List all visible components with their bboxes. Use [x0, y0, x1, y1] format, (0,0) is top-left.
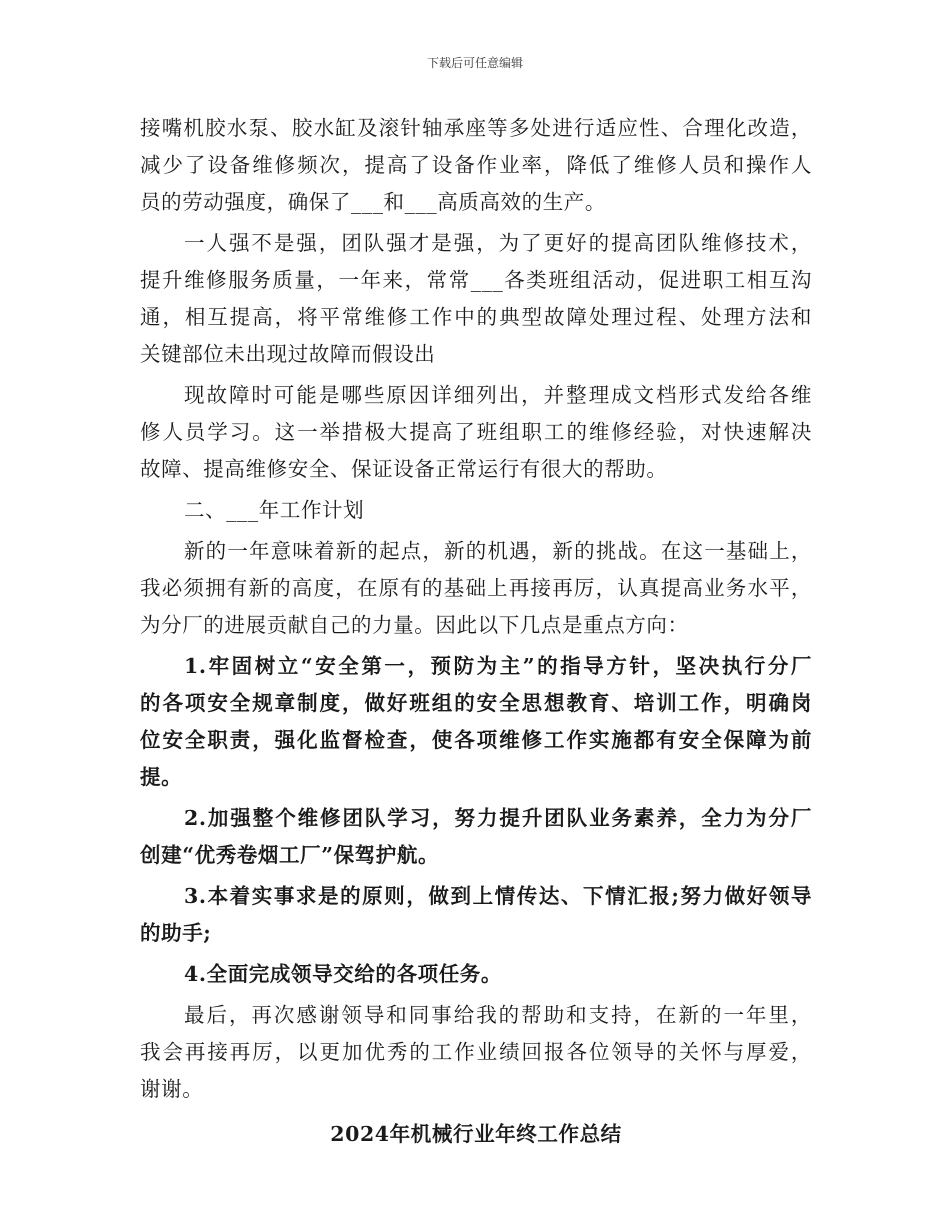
text-line: 新的一年意味着新的起点，新的机遇，新的挑战。在这一基础上，	[184, 539, 812, 563]
paragraph	[140, 225, 812, 373]
text-line: 提。	[140, 765, 183, 789]
text-line: 1.牢固树立“安全第一，预防为主”的指导方针，坚决执行分厂	[184, 654, 812, 678]
text-line: 提升维修服务质量，一年来，常常___各类班组活动，促进职工相互沟	[140, 268, 812, 292]
text-line: 我会再接再厉，以更加优秀的工作业绩回报各位领导的关怀与厚爱，	[140, 1040, 812, 1064]
text-line: 通，相互提高，将平常维修工作中的典型故障处理过程、处理方法和	[140, 305, 812, 329]
text-line: 关键部位未出现过故障而假设出	[140, 342, 436, 366]
text-line: 现故障时可能是哪些原因详细列出，并整理成文档形式发给各维	[184, 383, 812, 407]
text-line: 一人强不是强，团队强才是强，为了更好的提高团队维修技术，	[184, 231, 812, 255]
paragraph	[140, 997, 812, 1108]
plan-item-3	[140, 878, 812, 952]
text-line: 减少了设备维修频次，提高了设备作业率，降低了维修人员和操作人	[140, 153, 812, 177]
plan-item-4	[140, 956, 812, 993]
text-line: 2.加强整个维修团队学习，努力提升团队业务素养，全力为分厂	[184, 806, 812, 830]
text-line: 为分厂的进展贡献自己的力量。因此以下几点是重点方向：	[140, 613, 689, 637]
text-line: 故障、提高维修安全、保证设备正常运行有很大的帮助。	[140, 457, 668, 481]
text-line: 位安全职责，强化监督检查，使各项维修工作实施都有安全保障为前	[140, 728, 812, 752]
paragraph	[140, 110, 812, 221]
text-line: 我必须拥有新的高度，在原有的基础上再接再厉，认真提高业务水平，	[140, 576, 812, 600]
text-line: 修人员学习。这一举措极大提高了班组职工的维修经验，对快速解决	[140, 420, 812, 444]
next-document-title: 2024年机械行业年终工作总结	[330, 1122, 622, 1146]
text-line: 的助手;	[140, 921, 212, 945]
plan-item-2	[140, 800, 812, 874]
text-line: 最后，再次感谢领导和同事给我的帮助和支持，在新的一年里，	[184, 1003, 812, 1027]
document-body	[140, 110, 812, 1153]
paragraph	[140, 377, 812, 488]
text-line: 谢谢。	[140, 1077, 204, 1101]
section-heading	[140, 492, 812, 529]
text-line: 接嘴机胶水泵、胶水缸及滚针轴承座等多处进行适应性、合理化改造，	[140, 116, 812, 140]
page-header-note: 下载后可任意编辑	[426, 56, 523, 70]
text-line: 员的劳动强度，确保了___和___高质高效的生产。	[140, 190, 606, 214]
text-line: 4.全面完成领导交给的各项任务。	[184, 962, 502, 986]
text-line: 的各项安全规章制度，做好班组的安全思想教育、培训工作，明确岗	[140, 691, 812, 715]
plan-item-1	[140, 648, 812, 796]
paragraph	[140, 533, 812, 644]
text-line: 创建“优秀卷烟工厂”保驾护航。	[140, 843, 440, 867]
text-line: 二、___年工作计划	[184, 498, 365, 522]
text-line: 3.本着实事求是的原则，做到上情传达、下情汇报;努力做好领导	[184, 884, 812, 908]
